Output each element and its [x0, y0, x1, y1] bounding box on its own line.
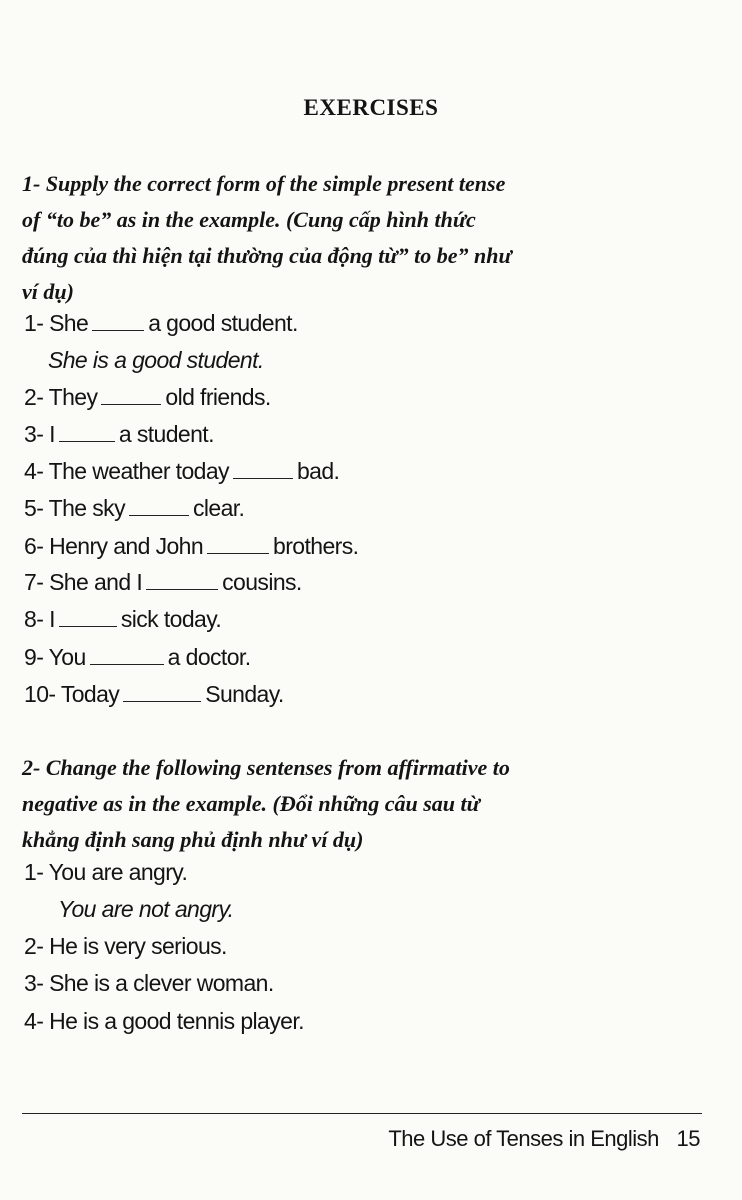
exercise-item: 10- Today Sunday. — [24, 681, 284, 707]
book-title: The Use of Tenses in English — [388, 1126, 659, 1151]
answer-blank — [233, 458, 293, 479]
exercise-item: 2- They old friends. — [24, 384, 271, 410]
example-answer: You are not angry. — [58, 896, 234, 922]
instruction-line: 1- Supply the correct form of the simple present tense — [22, 171, 506, 196]
instruction-line: negative as in the example. (Đổi những câu sau từ — [22, 791, 480, 816]
section2-instruction — [22, 750, 706, 858]
instruction-line: đúng của thì hiện tại thường của động từ” to be” như — [22, 243, 512, 268]
exercise-item: 1- She a good student. — [24, 310, 298, 336]
example-answer: She is a good student. — [48, 347, 264, 373]
exercise-item: 4- The weather today bad. — [24, 458, 340, 484]
answer-blank — [146, 569, 218, 590]
answer-blank — [92, 310, 144, 331]
exercise-item: 3- She is a clever woman. — [24, 970, 274, 996]
page-number: 15 — [676, 1126, 700, 1151]
instruction-line: ví dụ) — [22, 279, 74, 304]
exercise-item: 3- I a student. — [24, 421, 214, 447]
page-footer — [388, 1126, 700, 1152]
answer-blank — [129, 495, 189, 516]
instruction-line: 2- Change the following sentenses from affirmative to — [22, 755, 510, 780]
page-title: EXERCISES — [303, 95, 439, 120]
exercise-item: 5- The sky clear. — [24, 495, 245, 521]
answer-blank — [90, 644, 164, 665]
instruction-line: khẳng định sang phủ định như ví dụ) — [22, 827, 364, 852]
section1-instruction — [22, 166, 706, 310]
exercise-item: 1- You are angry. — [24, 859, 188, 885]
instruction-line: of “to be” as in the example. (Cung cấp hình thức — [22, 207, 476, 232]
answer-blank — [207, 533, 269, 554]
exercise-item: 8- I sick today. — [24, 606, 222, 632]
exercise-item: 9- You a doctor. — [24, 644, 251, 670]
answer-blank — [59, 421, 115, 442]
exercise-item: 2- He is very serious. — [24, 933, 227, 959]
exercise-item: 4- He is a good tennis player. — [24, 1008, 304, 1034]
footer-rule — [22, 1113, 702, 1114]
answer-blank — [123, 681, 201, 702]
exercise-item: 7- She and I cousins. — [24, 569, 302, 595]
exercise-item: 6- Henry and John brothers. — [24, 533, 359, 559]
answer-blank — [59, 606, 117, 627]
answer-blank — [101, 384, 161, 405]
